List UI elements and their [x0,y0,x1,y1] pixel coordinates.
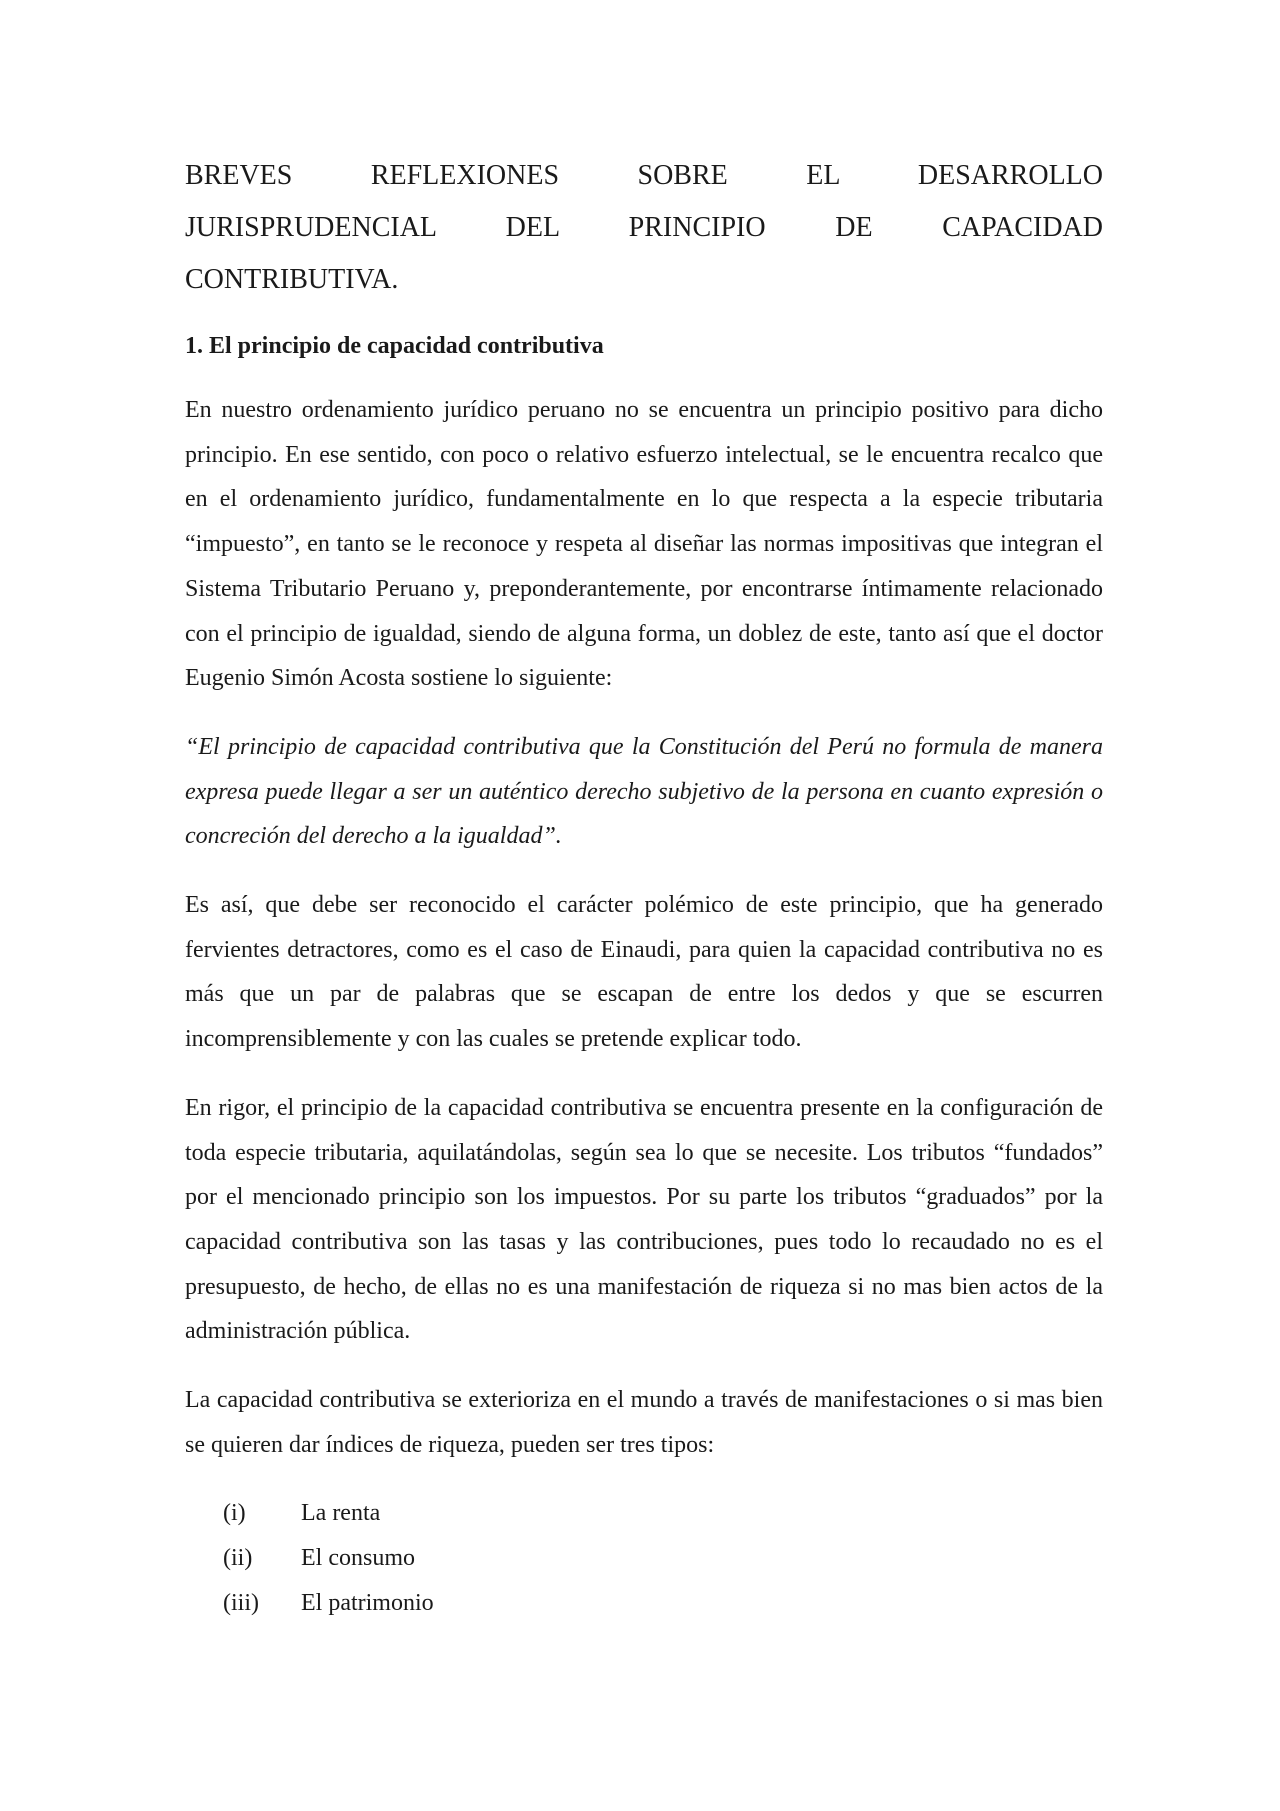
paragraph-1: En nuestro ordenamiento jurídico peruano no se encuentra un principio positivo para dicho principio. En ese sentido, con poco o relativo esfuerzo intelectual, se le encuentra recalco que en el ordenamiento jurídico, fundamentalmente en lo que respecta a la especie tributaria “impuesto”, en tanto se le reconoce y respeta al diseñar las normas impositivas que integran el Sistema Tributario Peruano y, preponderantemente, por encontrarse íntimamente relacionado con el principio de igualdad, siendo de alguna forma, un doblez de este, tanto así que el doctor Eugenio Simón Acosta sostiene lo siguiente: [185,397,1103,692]
document-page [185,150,1103,1626]
list-item-text: El consumo [301,1545,415,1572]
wealth-index-list [185,1491,1103,1625]
list-item-text: La renta [301,1500,381,1527]
paragraph-4: La capacidad contributiva se exterioriza en el mundo a través de manifestaciones o si mas bien se quieren dar índices de riqueza, pueden ser tres tipos: [185,1387,1103,1458]
paragraph-3: En rigor, el principio de la capacidad contributiva se encuentra presente en la configuración de toda especie tributaria, aquilatándolas, según sea lo que se necesite. Los tributos “fundados” por el mencionado principio son los impuestos. Por su parte los tributos “graduados” por la capacidad contributiva son las tasas y las contribuciones, pues todo lo recaudado no es el presupuesto, de hecho, de ellas no es una manifestación de riqueza si no mas bien actos de la administración pública. [185,1094,1103,1345]
title-line-1: BREVES REFLEXIONES SOBRE EL DESARROLLO [185,160,1103,191]
quote-paragraph: “El principio de capacidad contributiva que la Constitución del Perú no formula de manera expresa puede llegar a ser un auténtico derecho subjetivo de la persona en cuanto expresión o concreción del derecho a la igualdad”. [185,733,1103,850]
paragraph-2: Es así, que debe ser reconocido el carácter polémico de este principio, que ha generado fervientes detractores, como es el caso de Einaudi, para quien la capacidad contributiva no es más que un par de palabras que se escapan de entre los dedos y que se escurren incomprensiblemente y con las cuales se pretende explicar todo. [185,892,1103,1053]
list-item [185,1581,1103,1626]
section-heading: 1. El principio de capacidad contributiva [185,333,604,359]
title-line-2: JURISPRUDENCIAL DEL PRINCIPIO DE CAPACIDAD [185,212,1103,243]
list-item [185,1536,1103,1581]
list-marker: (i) [223,1500,246,1527]
list-item-text: El patrimonio [301,1589,434,1616]
list-item [185,1491,1103,1536]
list-marker: (ii) [223,1545,253,1572]
title-line-3: CONTRIBUTIVA. [185,264,399,295]
list-marker: (iii) [223,1589,259,1616]
document-title [185,150,1103,306]
